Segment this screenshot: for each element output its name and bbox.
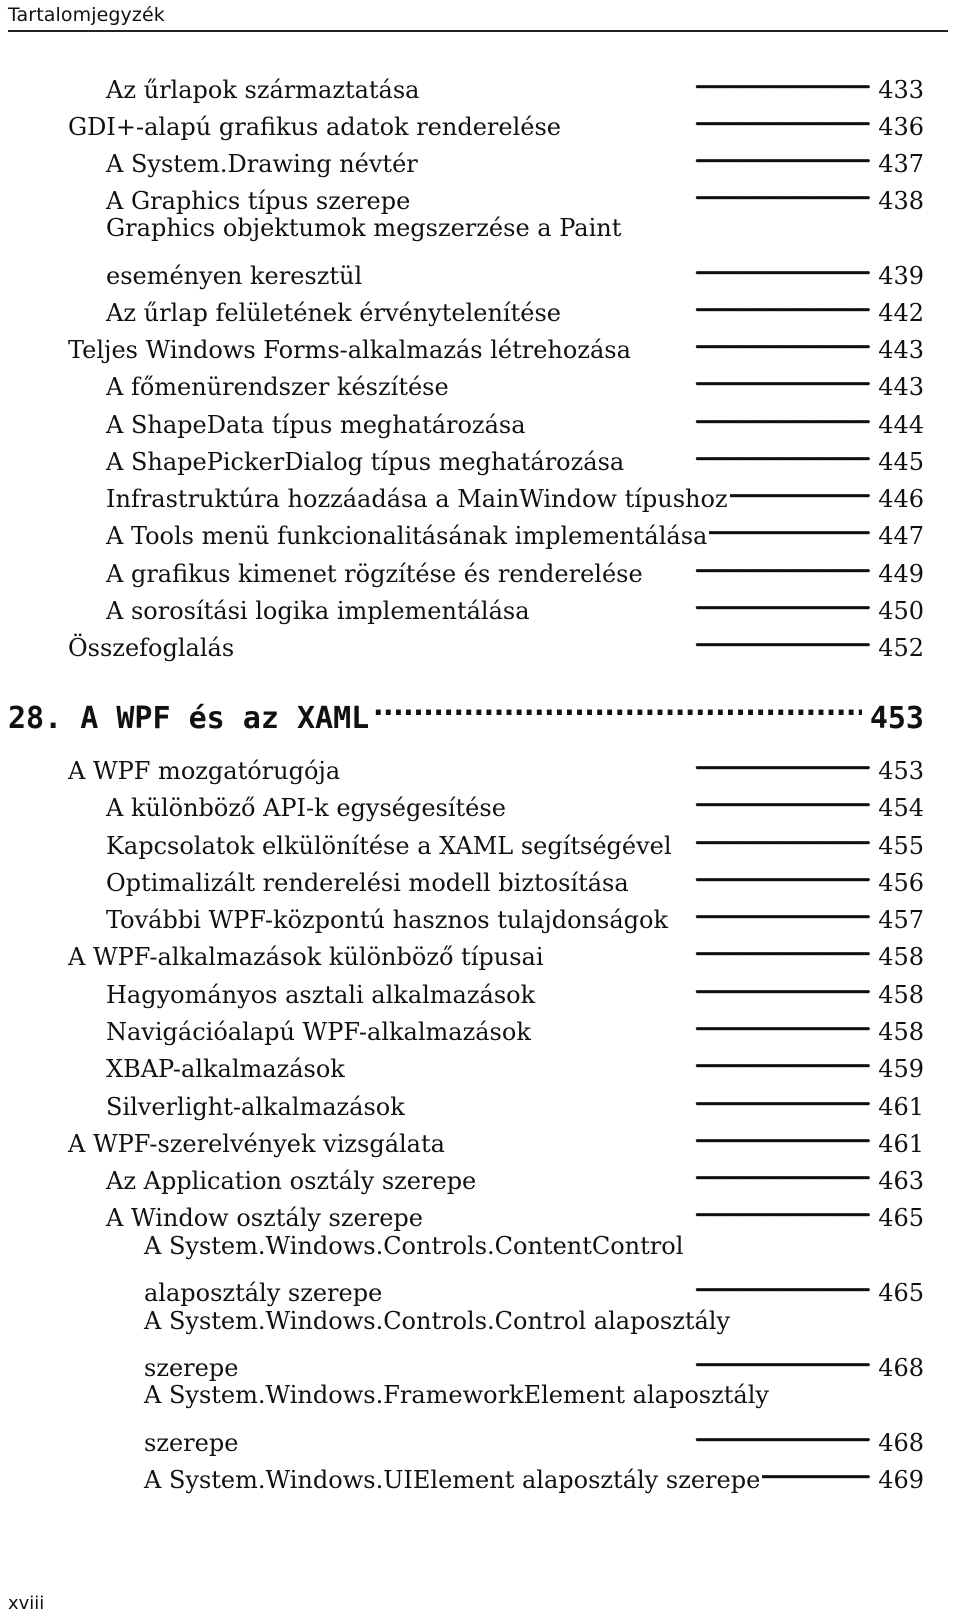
toc-entry[interactable] [68, 620, 924, 662]
leader-dots [412, 173, 874, 209]
toc-entry[interactable] [106, 546, 924, 588]
toc-entry-title: A grafikus kimenet rögzítése és renderelése [106, 560, 643, 588]
toc-entry[interactable] [144, 1265, 924, 1307]
toc-entry-page: 468 [878, 1354, 924, 1382]
leader-dots [546, 929, 875, 965]
leader-dots [508, 780, 874, 816]
leader-dots [674, 818, 875, 854]
toc-entry-page: 458 [878, 943, 924, 971]
toc-entry[interactable] [106, 780, 924, 822]
toc-entry[interactable] [106, 855, 924, 897]
toc-entry-page: 443 [878, 336, 924, 364]
toc-entry[interactable] [106, 173, 924, 215]
toc-entry-title: A System.Windows.FrameworkElement alaposztály [144, 1381, 769, 1409]
toc-entry-title: A System.Windows.Controls.Control alaposztály [144, 1307, 731, 1335]
leader-dots [532, 583, 875, 619]
toc-entry-page: 465 [878, 1279, 924, 1307]
toc-entry-page: 458 [878, 1018, 924, 1046]
page-number: xviii [8, 1593, 45, 1614]
toc-entry-title: Az űrlapok származtatása [106, 76, 420, 104]
leader-dots [422, 62, 875, 98]
toc-entry-title: További WPF-központú hasznos tulajdonságok [106, 906, 668, 934]
toc-entry-title: A System.Drawing névtér [106, 150, 418, 178]
toc-entry[interactable] [106, 1004, 924, 1046]
toc-entry-page: 456 [878, 869, 924, 897]
toc-entry-page: 458 [878, 981, 924, 1009]
toc-entry-title: GDI+-alapú grafikus adatok renderelése [68, 113, 561, 141]
toc-entry-title: A WPF-alkalmazások különböző típusai [68, 943, 544, 971]
toc-entry-title: A Graphics típus szerepe [106, 187, 411, 215]
toc-entry-page: 438 [878, 187, 924, 215]
leader-dots [633, 322, 874, 358]
toc-entry-title: Kapcsolatok elkülönítése a XAML segítségével [106, 832, 672, 860]
toc-entry[interactable] [144, 1340, 924, 1382]
toc-entry-page: 442 [878, 299, 924, 327]
leader-dots [528, 397, 875, 433]
leader-dots [369, 684, 862, 728]
toc-entry-title: A ShapePickerDialog típus meghatározása [106, 448, 625, 476]
toc-entry-title: A Window osztály szerepe [106, 1204, 423, 1232]
toc-entry[interactable] [106, 397, 924, 439]
leader-dots [626, 434, 874, 470]
leader-dots [563, 99, 874, 135]
toc-entry-title: szerepe [144, 1429, 239, 1457]
toc-entry-page: 436 [878, 113, 924, 141]
toc-entry-line[interactable] [144, 1377, 924, 1413]
toc-entry-title: Graphics objektumok megszerzése a Paint [106, 214, 622, 242]
toc-entry-line[interactable] [106, 210, 924, 246]
toc-entry-page: 452 [878, 634, 924, 662]
toc-entry-page: 457 [878, 906, 924, 934]
toc-entry-page: 447 [878, 522, 924, 550]
toc-entry-page: 461 [878, 1130, 924, 1158]
toc-entry-page: 453 [878, 757, 924, 785]
leader-dots [537, 967, 874, 1003]
toc-entry-page: 454 [878, 794, 924, 822]
leader-dots [730, 471, 875, 507]
toc-entry-line[interactable] [144, 1228, 924, 1264]
chapter-heading[interactable] [8, 684, 924, 736]
toc-entry[interactable] [106, 818, 924, 860]
toc-entry-page: 439 [878, 262, 924, 290]
leader-dots [342, 743, 874, 779]
leader-dots [670, 892, 874, 928]
leader-dots [407, 1079, 874, 1115]
toc-entry[interactable] [106, 434, 924, 476]
leader-dots [347, 1041, 874, 1077]
toc-entry[interactable] [106, 62, 924, 104]
toc-entry[interactable] [68, 99, 924, 141]
toc-entry[interactable] [106, 967, 924, 1009]
leader-dots [533, 1004, 874, 1040]
leader-dots [631, 855, 875, 891]
leader-dots [762, 1452, 874, 1488]
toc-entry-title: A különböző API-k egységesítése [106, 794, 506, 822]
toc-entry-page: 465 [878, 1204, 924, 1232]
toc-entry[interactable] [144, 1452, 924, 1494]
toc-entry-page: 445 [878, 448, 924, 476]
toc-entry-page: 444 [878, 411, 924, 439]
toc-entry[interactable] [68, 322, 924, 364]
toc-entry-page: 469 [878, 1466, 924, 1494]
toc-entry-title: Navigációalapú WPF-alkalmazások [106, 1018, 531, 1046]
toc-entry[interactable] [68, 929, 924, 971]
leader-dots [236, 620, 874, 656]
toc-entry[interactable] [106, 248, 924, 290]
toc-entry[interactable] [106, 471, 924, 513]
toc-entry-page: 455 [878, 832, 924, 860]
toc-entry-title: A Tools menü funkcionalitásának implementálása [106, 522, 708, 550]
toc-entry-page: 463 [878, 1167, 924, 1195]
toc-entry-title: XBAP-alkalmazások [106, 1055, 345, 1083]
toc-entry-page: 450 [878, 597, 924, 625]
toc-entry[interactable] [106, 583, 924, 625]
chapter-page: 453 [869, 701, 924, 736]
header-title: Tartalomjegyzék [8, 4, 165, 26]
toc-entry-page: 459 [878, 1055, 924, 1083]
leader-dots [709, 508, 874, 544]
toc-entry-title: A sorosítási logika implementálása [106, 597, 530, 625]
toc-entry-title: A WPF-szerelvények vizsgálata [68, 1130, 445, 1158]
toc-entry-title: eseményen keresztül [106, 262, 363, 290]
toc-entry-line[interactable] [144, 1303, 924, 1339]
toc-entry-title: Infrastruktúra hozzáadása a MainWindow típushoz [106, 485, 728, 513]
leader-dots [384, 1265, 874, 1301]
toc-entry-title: A ShapeData típus meghatározása [106, 411, 526, 439]
toc-entry[interactable] [106, 1079, 924, 1121]
toc-entry[interactable] [106, 285, 924, 327]
toc-entry-page: 437 [878, 150, 924, 178]
leader-dots [478, 1153, 874, 1189]
leader-dots [451, 359, 875, 395]
toc-entry-title: A System.Windows.Controls.ContentControl [144, 1232, 684, 1260]
toc-entry-page: 461 [878, 1093, 924, 1121]
toc-entry-page: 468 [878, 1429, 924, 1457]
toc-entry-page: 446 [878, 485, 924, 513]
toc-entry-title: Optimalizált renderelési modell biztosítása [106, 869, 629, 897]
toc-entry[interactable] [106, 1190, 924, 1232]
leader-dots [240, 1340, 874, 1376]
toc-entry[interactable] [106, 1041, 924, 1083]
chapter-title: 28. A WPF és az XAML [8, 701, 370, 736]
toc-entry-title: Teljes Windows Forms-alkalmazás létrehozása [68, 336, 631, 364]
toc-entry-title: Az Application osztály szerepe [106, 1167, 477, 1195]
toc-entry[interactable] [106, 359, 924, 401]
toc-entry-title: Az űrlap felületének érvénytelenítése [106, 299, 561, 327]
toc-entry-page: 449 [878, 560, 924, 588]
toc-entry[interactable] [106, 136, 924, 178]
toc-entry-title: A főmenürendszer készítése [106, 373, 449, 401]
toc-entry-title: Összefoglalás [68, 634, 235, 662]
leader-dots [425, 1190, 874, 1226]
toc-entry-title: szerepe [144, 1354, 239, 1382]
leader-dots [563, 285, 874, 321]
toc-entry-page: 443 [878, 373, 924, 401]
leader-dots [420, 136, 874, 172]
toc-entry[interactable] [106, 508, 924, 550]
running-header [8, 0, 948, 32]
leader-dots [447, 1116, 874, 1152]
toc-entry-page: 433 [878, 76, 924, 104]
toc-entry-title: alaposztály szerepe [144, 1279, 383, 1307]
toc-entry-title: A WPF mozgatórugója [68, 757, 341, 785]
leader-dots [240, 1415, 874, 1451]
toc-entry[interactable] [106, 1153, 924, 1195]
toc-entry-title: Silverlight-alkalmazások [106, 1093, 405, 1121]
toc-entry[interactable] [106, 892, 924, 934]
toc-entry[interactable] [68, 1116, 924, 1158]
leader-dots [645, 546, 874, 582]
toc-entry[interactable] [68, 743, 924, 785]
toc-entry-title: Hagyományos asztali alkalmazások [106, 981, 536, 1009]
leader-dots [364, 248, 874, 284]
toc-entry[interactable] [144, 1415, 924, 1457]
toc-entry-title: A System.Windows.UIElement alaposztály szerepe [144, 1466, 761, 1494]
